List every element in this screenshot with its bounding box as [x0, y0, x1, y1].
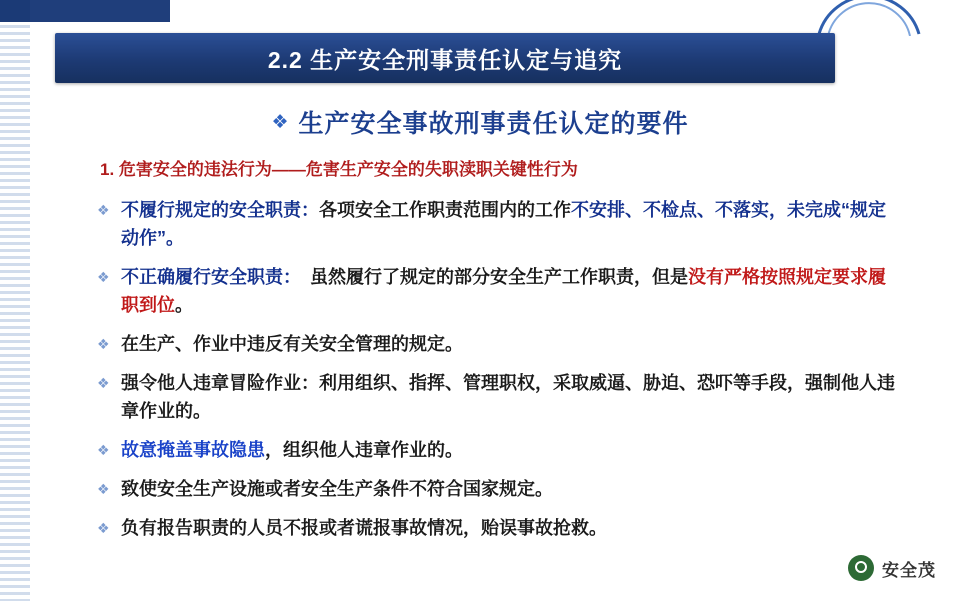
- diamond-bullet-icon: ❖: [97, 269, 110, 285]
- list-item-text: [121, 263, 895, 319]
- list-item-text-run: 不正确履行安全职责：: [121, 267, 292, 287]
- list-item-text: [121, 475, 895, 503]
- list-item-text-run: 虽然履行了规定的部分安全生产工作职责，但是: [292, 267, 688, 287]
- list-item-text: [121, 514, 895, 542]
- list-item: [95, 196, 895, 252]
- list-item-text: [121, 369, 895, 425]
- circle-badge-icon: [848, 555, 874, 581]
- list-item: [95, 369, 895, 425]
- list-item: [95, 436, 895, 464]
- left-decorative-band: [0, 0, 30, 601]
- list-item-text-run: 。: [175, 295, 193, 315]
- list-item-text: [121, 330, 895, 358]
- lead-heading: 1. 危害安全的违法行为——危害生产安全的失职渎职关键性行为: [100, 160, 578, 179]
- list-item-text-run: 各项安全工作职责范围内的工作: [319, 200, 571, 220]
- list-item-text-run: 不安排、不检点、不落实，未完成“规定动作”。: [121, 200, 886, 248]
- list-item-text-run: 故意掩盖事故隐患: [121, 440, 265, 460]
- list-item: [95, 263, 895, 319]
- list-item-text-run: 没有严格按照规定要求履职到位: [121, 267, 886, 315]
- bullet-list: [95, 196, 895, 553]
- slide-title-bar: [55, 33, 835, 83]
- list-item-text-run: ，组织他人违章作业的。: [265, 440, 463, 460]
- left-stripes: [0, 0, 30, 601]
- diamond-bullet-icon: ❖: [271, 111, 289, 133]
- left-band-top-cap: [0, 0, 30, 22]
- diamond-bullet-icon: ❖: [97, 375, 110, 391]
- list-item: [95, 475, 895, 503]
- diamond-bullet-icon: ❖: [97, 442, 110, 458]
- diamond-bullet-icon: ❖: [97, 481, 110, 497]
- list-item-text-run: 负有报告职责的人员不报或者谎报事故情况，贻误事故抢救。: [121, 518, 607, 538]
- page-title: 2.2 生产安全刑事责任认定与追究: [267, 46, 623, 73]
- list-item-text-run: 强令他人违章冒险作业：利用组织、指挥、管理职权，采取威逼、胁迫、恐吓等手段，强制他人违章作业的。: [121, 373, 895, 421]
- subtitle-row: [0, 104, 960, 140]
- right-edge-strip: [954, 0, 960, 601]
- diamond-bullet-icon: ❖: [97, 202, 110, 218]
- slide-subtitle: 生产安全事故刑事责任认定的要件: [298, 110, 689, 138]
- brand-name: 安全茂: [882, 560, 936, 580]
- list-item-text-run: 在生产、作业中违反有关安全管理的规定。: [121, 334, 463, 354]
- list-item-text-run: 不履行规定的安全职责：: [121, 200, 319, 220]
- list-item: [95, 330, 895, 358]
- diamond-bullet-icon: ❖: [97, 336, 110, 352]
- list-item-text-run: 致使安全生产设施或者安全生产条件不符合国家规定。: [121, 479, 553, 499]
- list-item-text: [121, 436, 895, 464]
- footer-logo: [848, 555, 936, 581]
- arc-decoration-icon: [814, 0, 924, 36]
- list-item: [95, 514, 895, 542]
- list-item-text: [121, 196, 895, 252]
- diamond-bullet-icon: ❖: [97, 520, 110, 536]
